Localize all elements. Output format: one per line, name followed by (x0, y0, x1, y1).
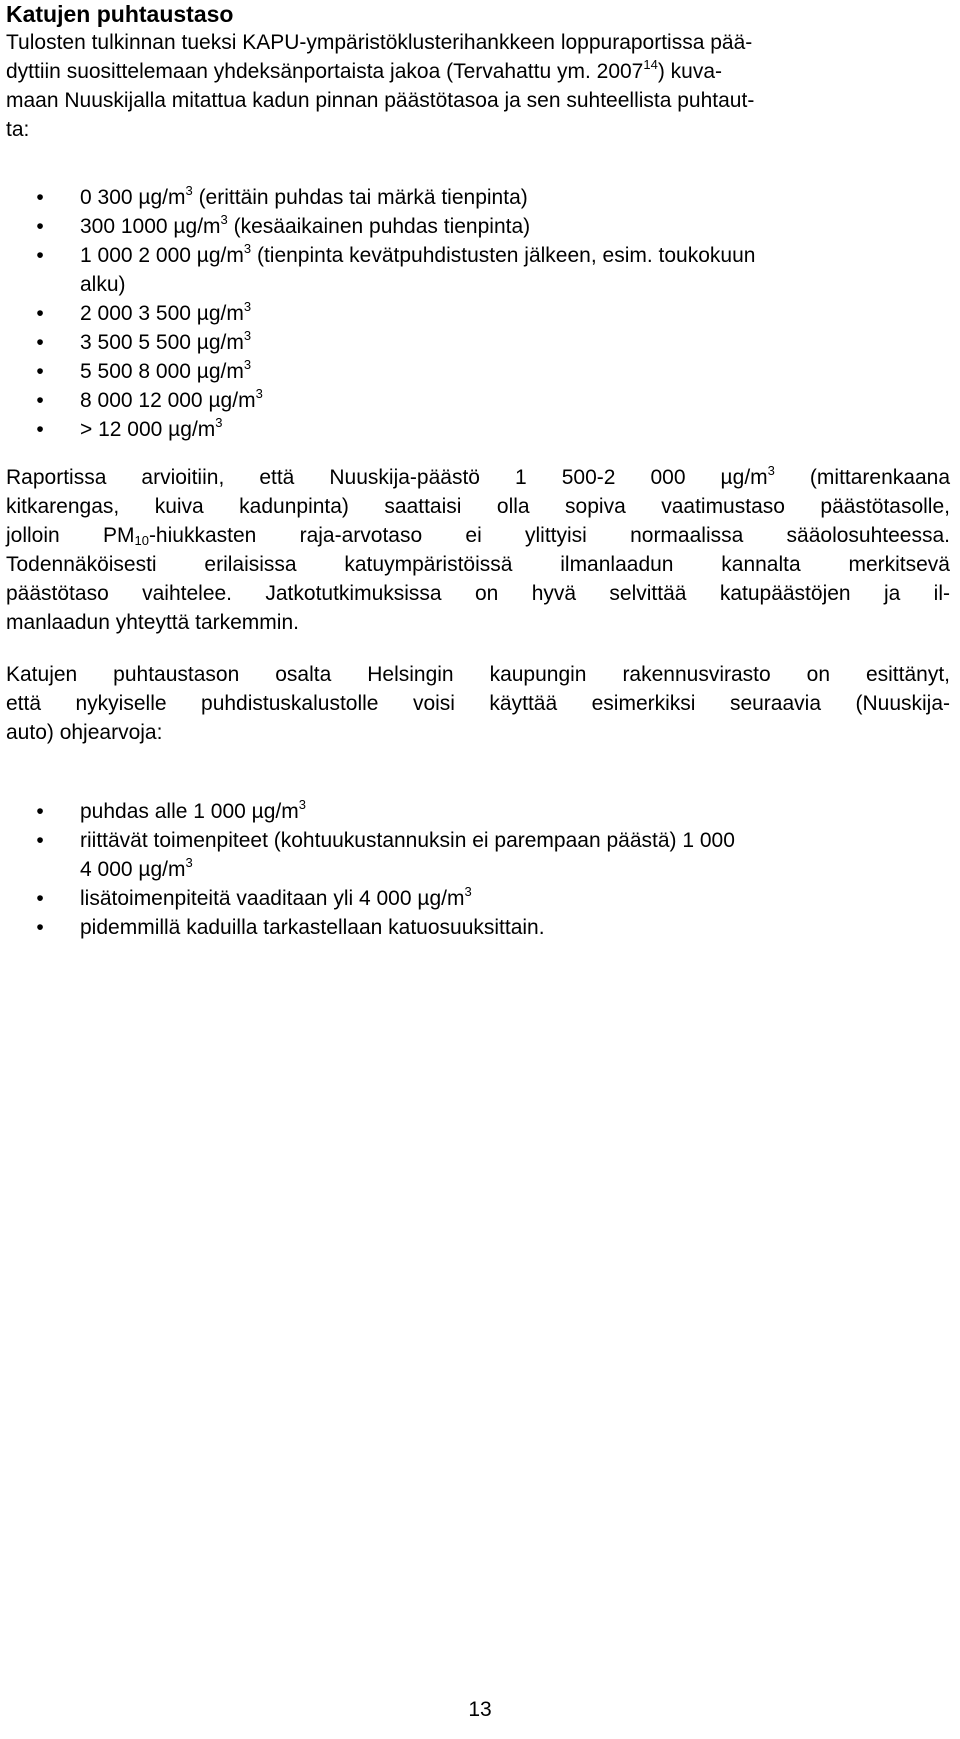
helsinki-line-3: auto) ohjearvoja: (6, 721, 163, 744)
helsinki-line-2: että nykyiselle puhdistuskalustolle voisi käyttää esimerkiksi seuraavia (Nuuskija- (6, 692, 950, 715)
section-heading: Katujen puhtaustaso (6, 1, 234, 27)
intro-line-2: dyttiin suosittelemaan yhdeksänportaista jakoa (Tervahattu ym. 2007$^{14}$) kuva- (6, 57, 723, 83)
report-line-4: Todennäköisesti erilaisissa katuympäristöissä ilmanlaadun kannalta merkitsevä (6, 553, 950, 576)
report-line-1: Raportissa arvioitiin, että Nuuskija-päästö 1 500-2 000 $\mu g/m^3$ (mittarenkaana (6, 463, 950, 489)
bullet-icon: • (36, 800, 44, 823)
report-line-5: päästötaso vaihtelee. Jatkotutkimuksissa on hyvä selvittää katupäästöjen ja il- (6, 582, 950, 605)
bullet-icon: • (36, 418, 44, 441)
bullet-icon: • (36, 331, 44, 354)
report-line-6: manlaadun yhteyttä tarkemmin. (6, 611, 299, 634)
list-item: • pidemmillä kaduilla tarkastellaan katuosuuksittain. (0, 913, 960, 942)
emission-levels-list (0, 183, 960, 444)
bullet-icon: • (36, 829, 44, 852)
report-line-3: jolloin $PM_{10}$-hiukkasten raja-arvotaso ei ylittyisi normaalissa sääolosuhteessa. (6, 524, 950, 548)
bullet-icon: • (36, 916, 44, 939)
bullet-icon: • (36, 215, 44, 238)
list-item: • 5 500 8 000 $\mu g/m^3$ (0, 357, 960, 386)
list-item: • 1 000 2 000 $\mu g/m^3$ (tienpinta kevätpuhdistusten jälkeen, esim. toukokuun alku) (36, 241, 756, 296)
list-item: • riittävät toimenpiteet (kohtuukustannuksin ei parempaan päästä) 1 000 4 000 $\mu g/m^3$ (0, 826, 960, 884)
intro-line-3: maan Nuuskijalla mitattua kadun pinnan päästötasoa ja sen suhteellista puhtaut- (6, 89, 755, 112)
list-item: • puhdas alle 1 000 $\mu g/m^3$ (0, 797, 960, 826)
list-item: • 8 000 12 000 $\mu g/m^3$ (0, 386, 960, 415)
intro-line-4: ta: (6, 118, 30, 141)
list-item: • > 12 000 $\mu g/m^3$ (0, 415, 960, 444)
bullet-icon: • (36, 360, 44, 383)
list-item: • 300 1000 $\mu g/m^3$ (kesäaikainen puhdas tienpinta) (0, 212, 960, 241)
bullet-icon: • (36, 887, 44, 910)
report-paragraph (6, 463, 950, 637)
list-item: • 0 300 $\mu g/m^3$ (erittäin puhdas tai märkä tienpinta) (0, 183, 960, 212)
list-item: • 2 000 3 500 $\mu g/m^3$ (0, 299, 960, 328)
bullet-icon: • (36, 244, 44, 267)
guideline-list (0, 797, 960, 942)
page-number: 13 (468, 1698, 492, 1721)
intro-line-1: Tulosten tulkinnan tueksi KAPU-ympäristöklusterihankkeen loppuraportissa pää- (6, 31, 753, 54)
helsinki-paragraph (6, 660, 950, 747)
bullet-icon: • (36, 302, 44, 325)
helsinki-line-1: Katujen puhtaustason osalta Helsingin kaupungin rakennusvirasto on esittänyt, (6, 663, 950, 686)
report-line-2: kitkarengas, kuiva kadunpinta) saattaisi olla sopiva vaatimustaso päästötasolle, (6, 495, 950, 518)
bullet-icon: • (36, 389, 44, 412)
citation-superscript: 14 (643, 57, 658, 72)
list-item: • lisätoimenpiteitä vaaditaan yli 4 000 $\mu g/m^3$ (0, 884, 960, 913)
intro-paragraph (6, 28, 950, 144)
list-item: • 3 500 5 500 $\mu g/m^3$ (0, 328, 960, 357)
bullet-icon: • (36, 186, 44, 209)
